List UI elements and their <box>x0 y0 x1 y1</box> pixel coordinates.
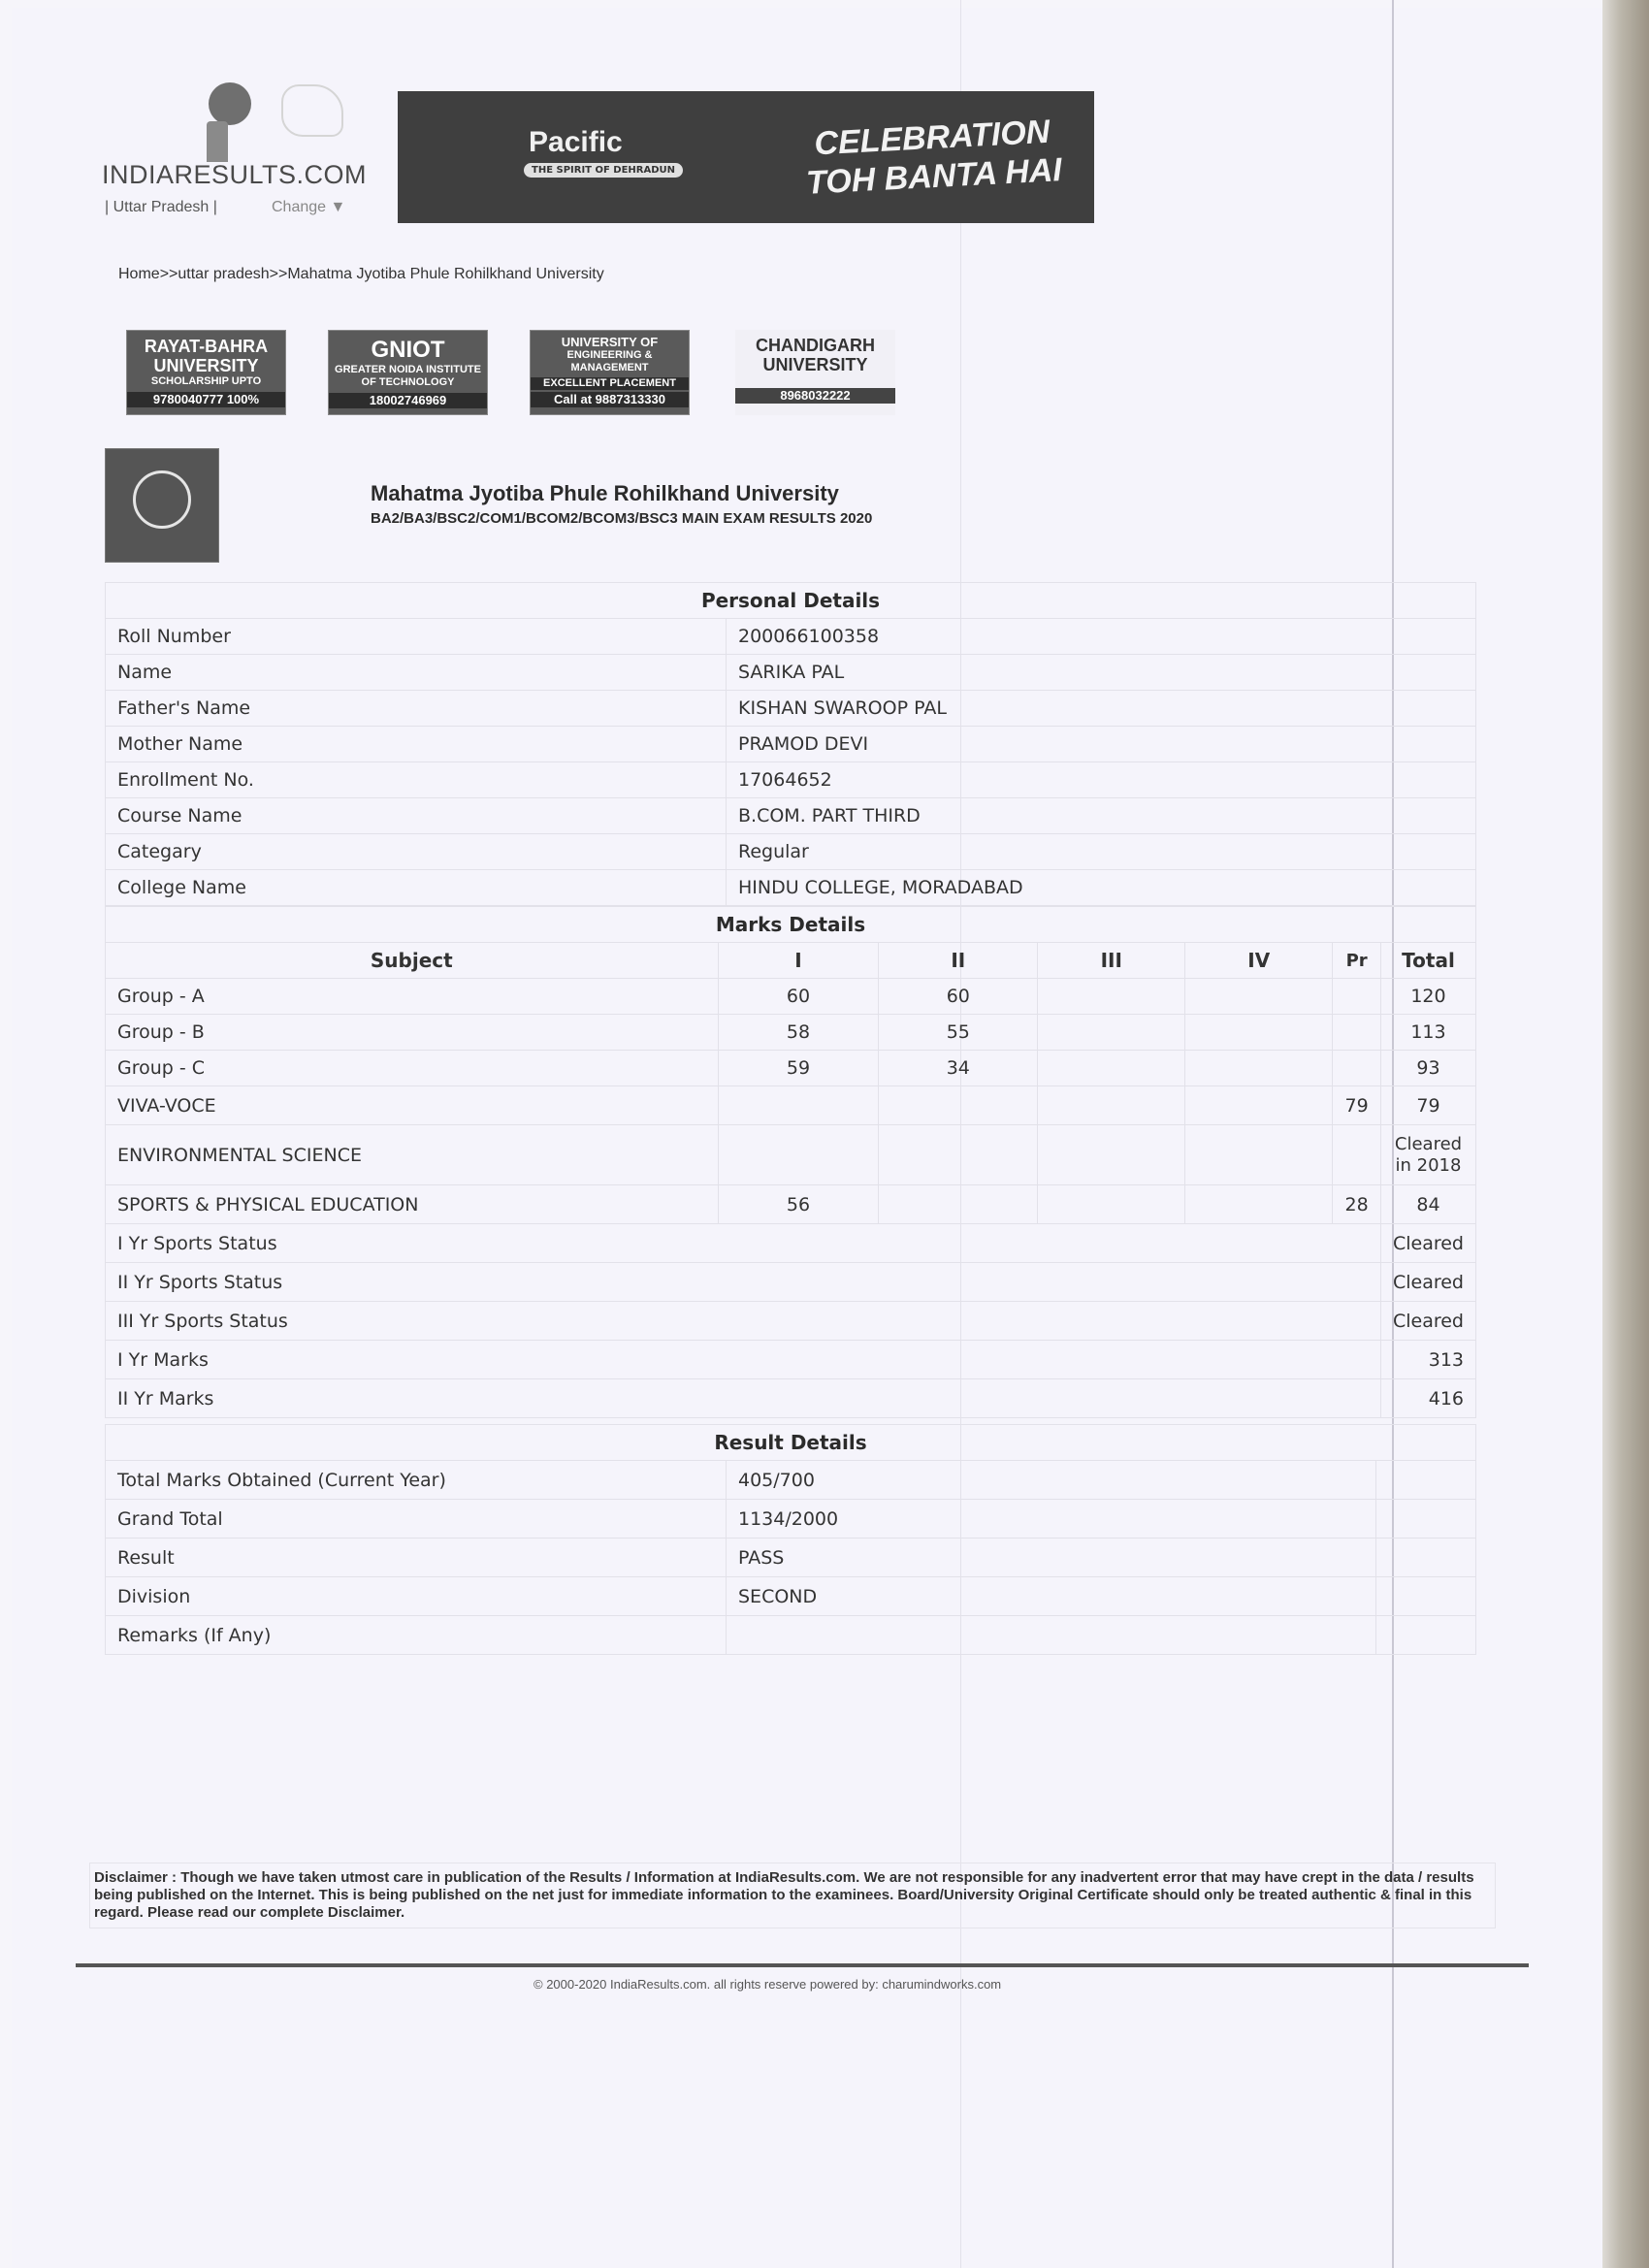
total-cell: 84 <box>1380 1185 1475 1224</box>
footer-copyright: © 2000-2020 IndiaResults.com. all rights reserve powered by: charumindworks.com <box>534 1977 1002 1992</box>
table-row <box>106 1616 1476 1655</box>
mark-cell <box>1038 1185 1185 1224</box>
table-row <box>106 798 1476 834</box>
table-row <box>106 691 1476 727</box>
field-label: Total Marks Obtained (Current Year) <box>106 1461 727 1500</box>
status-label: II Yr Marks <box>106 1379 1381 1418</box>
status-value: Cleared <box>1380 1263 1475 1302</box>
empty-cell <box>1376 1500 1476 1539</box>
mark-cell <box>1333 1051 1381 1086</box>
footer-divider <box>76 1963 1529 1967</box>
breadcrumb-separator: >> <box>159 266 178 282</box>
mark-cell <box>1185 1051 1333 1086</box>
mark-cell: 56 <box>718 1185 879 1224</box>
column-header: Total <box>1380 943 1475 979</box>
field-label: Course Name <box>106 798 727 834</box>
breadcrumb-university[interactable]: Mahatma Jyotiba Phule Rohilkhand University <box>287 266 604 282</box>
empty-cell <box>1376 1539 1476 1577</box>
field-label: Grand Total <box>106 1500 727 1539</box>
field-value: HINDU COLLEGE, MORADABAD <box>727 870 1476 906</box>
total-cell: 120 <box>1380 979 1475 1015</box>
breadcrumb-state[interactable]: uttar pradesh <box>178 266 270 282</box>
state-label: | Uttar Pradesh | <box>105 199 217 215</box>
ad-line: UNIVERSITY <box>153 356 259 375</box>
column-header: II <box>879 943 1038 979</box>
ad-line: 9780040777 100% <box>127 392 285 407</box>
up-map-icon <box>281 84 343 137</box>
result-details-table <box>105 1424 1476 1655</box>
ad-rayat-bahra[interactable] <box>126 330 286 415</box>
emblem-icon <box>133 470 191 529</box>
table-row <box>106 1086 1476 1125</box>
mark-cell <box>1185 979 1333 1015</box>
table-row <box>106 1461 1476 1500</box>
ad-line: Call at 9887313330 <box>531 392 689 407</box>
mark-cell <box>1185 1185 1333 1224</box>
field-label: College Name <box>106 870 727 906</box>
field-label: Roll Number <box>106 619 727 655</box>
personal-details-heading: Personal Details <box>106 583 1476 619</box>
university-logo <box>105 448 219 563</box>
mark-cell <box>1185 1086 1333 1125</box>
ad-line: GNIOT <box>371 337 445 363</box>
person-head-icon <box>209 82 251 125</box>
status-row <box>106 1302 1476 1341</box>
status-value: Cleared <box>1380 1302 1475 1341</box>
mark-cell <box>1333 1015 1381 1051</box>
change-state-link[interactable]: Change ▼ <box>272 199 346 215</box>
table-row <box>106 870 1476 906</box>
column-header: I <box>718 943 879 979</box>
status-row <box>106 1263 1476 1302</box>
ad-banner[interactable] <box>398 91 1094 223</box>
disclaimer-text: Disclaimer : Though we have taken utmost care in publication of the Results / Information at IndiaResults.com. We are not responsible for any inadvertent error that may have crept in the data / results being published on the Internet. This is being published on the net just for immediate information to the examinees. Board/University Original Certificate should only be treated authentic & final in this regard. Please read our complete Disclaimer. <box>89 1863 1496 1928</box>
banner-slogan-line1: CELEBRATION <box>813 113 1051 163</box>
status-row <box>106 1341 1476 1379</box>
field-value: SECOND <box>727 1577 1376 1616</box>
field-label: Enrollment No. <box>106 762 727 798</box>
mark-cell <box>1333 979 1381 1015</box>
column-header: Subject <box>106 943 719 979</box>
status-value: 313 <box>1380 1341 1475 1379</box>
status-label: II Yr Sports Status <box>106 1263 1381 1302</box>
ad-line: GREATER NOIDA INSTITUTE OF TECHNOLOGY <box>335 364 481 388</box>
field-value: PASS <box>727 1539 1376 1577</box>
mark-cell <box>1038 1086 1185 1125</box>
mark-cell: 34 <box>879 1051 1038 1086</box>
field-value: 17064652 <box>727 762 1476 798</box>
field-label: Categary <box>106 834 727 870</box>
table-row <box>106 1539 1476 1577</box>
subject-name: VIVA-VOCE <box>106 1086 719 1125</box>
mark-cell: 79 <box>1333 1086 1381 1125</box>
field-value: B.COM. PART THIRD <box>727 798 1476 834</box>
table-row <box>106 1500 1476 1539</box>
table-row <box>106 1015 1476 1051</box>
table-row <box>106 655 1476 691</box>
site-name: INDIARESULTS.COM <box>102 160 368 189</box>
table-row <box>106 762 1476 798</box>
mark-cell: 59 <box>718 1051 879 1086</box>
personal-details-table <box>105 582 1476 906</box>
field-label: Father's Name <box>106 691 727 727</box>
mark-cell <box>879 1125 1038 1185</box>
mark-cell <box>879 1185 1038 1224</box>
ad-line: CHANDIGARH <box>756 336 875 355</box>
field-label: Remarks (If Any) <box>106 1616 727 1655</box>
breadcrumb-separator: >> <box>269 266 288 282</box>
empty-cell <box>1376 1616 1476 1655</box>
mark-cell <box>718 1125 879 1185</box>
status-label: I Yr Sports Status <box>106 1224 1381 1263</box>
ad-line: ENGINEERING & MANAGEMENT <box>566 349 653 373</box>
mark-cell: 55 <box>879 1015 1038 1051</box>
subject-name: ENVIRONMENTAL SCIENCE <box>106 1125 719 1185</box>
breadcrumb <box>118 266 604 283</box>
ad-line: SCHOLARSHIP UPTO <box>150 375 262 387</box>
ad-line: 18002746969 <box>329 393 487 408</box>
mark-cell <box>1185 1125 1333 1185</box>
table-row <box>106 1051 1476 1086</box>
banner-slogan-line2: TOH BANTA HAI <box>805 151 1063 202</box>
table-row <box>106 1185 1476 1224</box>
field-label: Name <box>106 655 727 691</box>
ad-line: RAYAT-BAHRA <box>144 337 269 356</box>
mark-cell: 28 <box>1333 1185 1381 1224</box>
subject-name: SPORTS & PHYSICAL EDUCATION <box>106 1185 719 1224</box>
status-row <box>106 1379 1476 1418</box>
status-value: Cleared <box>1380 1224 1475 1263</box>
status-row <box>106 1224 1476 1263</box>
field-value: Regular <box>727 834 1476 870</box>
field-value: KISHAN SWAROOP PAL <box>727 691 1476 727</box>
status-label: III Yr Sports Status <box>106 1302 1381 1341</box>
mark-cell <box>1038 979 1185 1015</box>
field-value: PRAMOD DEVI <box>727 727 1476 762</box>
site-logo[interactable] <box>102 82 368 228</box>
marks-details-table <box>105 906 1476 1418</box>
result-details-heading: Result Details <box>106 1425 1476 1461</box>
table-row <box>106 979 1476 1015</box>
mark-cell <box>1333 1125 1381 1185</box>
mark-cell <box>718 1086 879 1125</box>
status-label: I Yr Marks <box>106 1341 1381 1379</box>
banner-tagline: THE SPIRIT OF DEHRADUN <box>524 163 683 178</box>
table-row <box>106 727 1476 762</box>
mark-cell <box>1038 1051 1185 1086</box>
total-cell: 93 <box>1380 1051 1475 1086</box>
table-row <box>106 619 1476 655</box>
mark-cell <box>1038 1125 1185 1185</box>
banner-brand: Pacific <box>529 126 623 158</box>
ad-uem[interactable] <box>530 330 690 415</box>
marks-details-heading: Marks Details <box>106 907 1476 943</box>
ad-chandigarh[interactable] <box>735 330 895 415</box>
university-name: Mahatma Jyotiba Phule Rohilkhand University <box>371 481 839 505</box>
field-value: SARIKA PAL <box>727 655 1476 691</box>
subject-name: Group - B <box>106 1015 719 1051</box>
total-cell: 79 <box>1380 1086 1475 1125</box>
status-value: 416 <box>1380 1379 1475 1418</box>
field-label: Result <box>106 1539 727 1577</box>
subject-name: Group - A <box>106 979 719 1015</box>
page-edge-shadow <box>1602 0 1649 2268</box>
column-header: III <box>1038 943 1185 979</box>
field-value: 200066100358 <box>727 619 1476 655</box>
breadcrumb-home[interactable]: Home <box>118 266 160 282</box>
banner-slogan <box>803 112 1063 203</box>
ad-line: 8968032222 <box>735 388 895 404</box>
exam-title: BA2/BA3/BSC2/COM1/BCOM2/BCOM3/BSC3 MAIN EXAM RESULTS 2020 <box>371 510 873 527</box>
mark-cell <box>1185 1015 1333 1051</box>
mark-cell <box>1038 1015 1185 1051</box>
field-value: 405/700 <box>727 1461 1376 1500</box>
table-row <box>106 834 1476 870</box>
mark-cell <box>879 1086 1038 1125</box>
mark-cell: 58 <box>718 1015 879 1051</box>
table-row <box>106 1577 1476 1616</box>
table-row <box>106 1125 1476 1185</box>
ad-gniot[interactable] <box>328 330 488 415</box>
column-header: IV <box>1185 943 1333 979</box>
field-value <box>727 1616 1376 1655</box>
field-label: Division <box>106 1577 727 1616</box>
field-value: 1134/2000 <box>727 1500 1376 1539</box>
subject-name: Group - C <box>106 1051 719 1086</box>
ad-line: UNIVERSITY <box>762 355 868 374</box>
mark-cell: 60 <box>718 979 879 1015</box>
person-body-icon <box>207 121 228 162</box>
total-cell: 113 <box>1380 1015 1475 1051</box>
table-header-row <box>106 943 1476 979</box>
total-cell: Cleared in 2018 <box>1380 1125 1475 1185</box>
ad-line: EXCELLENT PLACEMENT <box>531 377 689 390</box>
column-header: Pr <box>1333 943 1381 979</box>
field-label: Mother Name <box>106 727 727 762</box>
ad-line: UNIVERSITY OF <box>561 335 659 349</box>
mark-cell: 60 <box>879 979 1038 1015</box>
empty-cell <box>1376 1461 1476 1500</box>
empty-cell <box>1376 1577 1476 1616</box>
